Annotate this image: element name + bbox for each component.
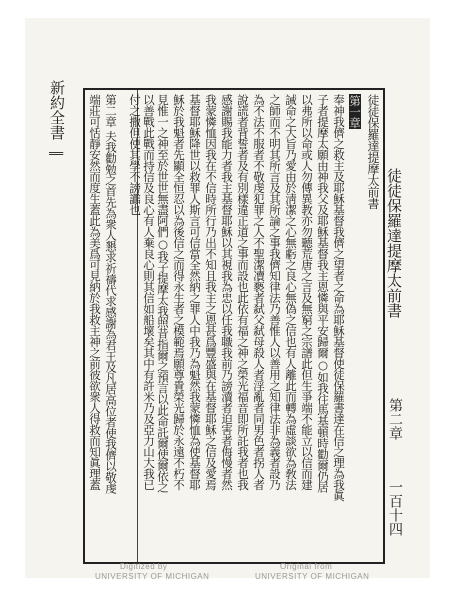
text-column: 付之撒但使其學不謗讟也 <box>128 94 142 215</box>
text-frame <box>83 88 385 564</box>
text-column: 子者提摩太願由神我父及耶穌基督我主恩憐與平安歸爾○如我往馬基頓時勸爾仍居 <box>316 94 330 493</box>
chapter-heading: 徒徒保羅達提摩太前書 <box>366 94 380 209</box>
digitized-by-institution: UNIVERSITY OF MICHIGAN <box>95 572 210 581</box>
original-from-label: Original from <box>280 562 333 571</box>
text-column: 誡命之大旨乃愛由於淸潔之心無虧之良心無偽之信也有人離此而轉為虛談欲為敎法 <box>284 94 298 490</box>
text-column: 說謊者背誓者及有別樣違正道之事而設也此依有福之神之榮光福音即所託我者也我 <box>236 94 250 490</box>
chapter-marker-col <box>349 94 361 129</box>
original-from-institution: UNIVERSITY OF MICHIGAN <box>255 572 370 581</box>
spine-mark: ║ <box>49 150 63 158</box>
chapter-stamp: 第一章 <box>348 95 362 128</box>
text-column: 以弗所以命或人勿傳異教亦勿聽荒唐之言及無窮之宗譜此但生爭端不能立以信而建 <box>300 94 314 490</box>
chapter2-column: 第二章 夫我勸勉之首先為衆人懇求祈禱代求感謝為君王及凡居高位者使我儕以敬虔 <box>104 94 118 494</box>
text-column: 我蒙憐恤因我在不信時所行乃出不知且我主之恩甚爲豐盛與在基督耶穌之信及愛焉 <box>204 94 218 490</box>
chapter2-column: 端莊可恬靜安然而度生蓋此為美爲可見納於我救主神之前彼欲衆人得救而知眞理蓋 <box>88 94 102 490</box>
text-column: 穌於我魁者先顯全恒忍以為後信之而得永生者之模範焉願尊貴榮光歸於永遠不朽不 <box>172 94 186 490</box>
text-column: 奉神我儕之救主及耶穌基督我儕之望者之命為耶穌基督使徒保羅書達在信之理為我眞 <box>332 94 346 501</box>
text-column: 為不法不服者不敬虔犯罪之人不聖潔凟褻者弑父弑母殺人者淫亂者同男色者拐人者 <box>252 94 266 490</box>
page-number: 一百十四 <box>387 480 403 536</box>
text-column: 以善戰此戰而持信及良心有人棄良心則其信如船壞矣其中有許米乃及亞力山大我已 <box>142 94 156 490</box>
text-column: 基督耶穌降世以救罪人斯言可信當全然納之罪人中我乃為魁然我蒙憐恤為使基督耶 <box>188 94 202 490</box>
text-column: 之師而不明其所言及其所論之事我儕知律法乃善惟人以善用之知律法非為義者設乃 <box>268 94 282 490</box>
book-page <box>25 18 430 578</box>
text-column: 感謝賜我能力者我主基督耶穌以其視我為忠以任我職我前乃謗瀆者迫害者侮慢者然 <box>220 94 234 490</box>
running-header: 徒徒保羅達提摩太前書 <box>385 168 403 318</box>
text-column: 見惟一之神至於世世無盡阿們○我子提摩太我照昔指爾之預言以此命託爾使爾依之 <box>156 94 170 493</box>
chapter-label: 第二章 <box>387 398 403 440</box>
book-title: 新約全書 <box>48 80 66 140</box>
digitized-by-label: Digitized by <box>120 562 168 571</box>
